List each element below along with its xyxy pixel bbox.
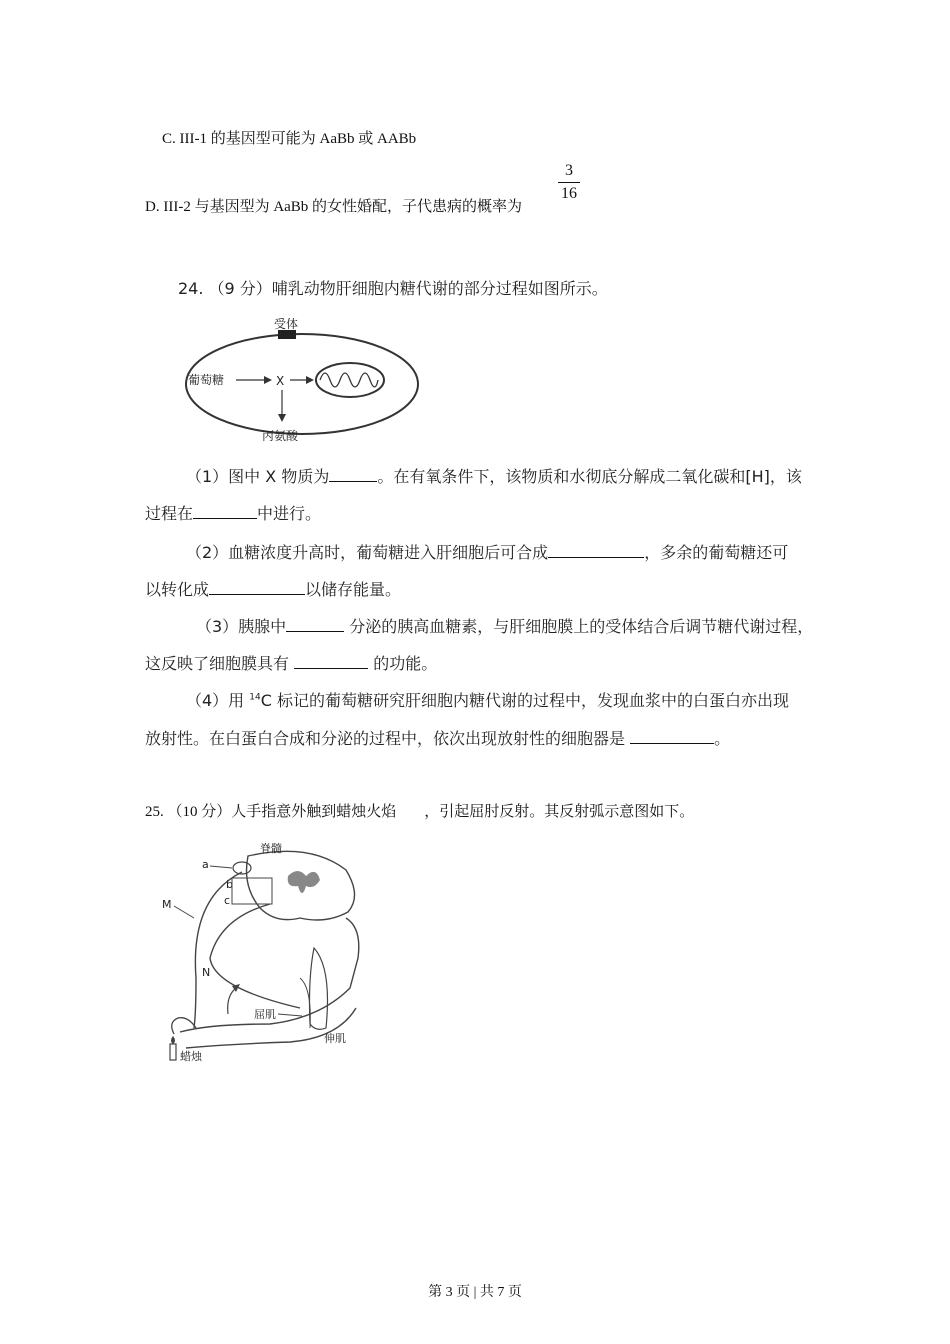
label-a: a (202, 858, 209, 871)
q24-part4-line1: （4）用 $^{14}$C 标记的葡萄糖研究肝细胞内糖代谢的过程中，发现血浆中的白蛋白亦出现 (186, 691, 789, 710)
page-footer: 第 3 页 | 共 7 页 (428, 1285, 522, 1300)
flexor-label: 屈肌 (254, 1008, 276, 1021)
blank-membrane-function[interactable] (294, 654, 368, 669)
liver-cell-diagram (178, 318, 438, 446)
receptor-label: 受体 (274, 318, 299, 331)
alanine-label: 丙氨酸 (262, 429, 299, 443)
blank-x-substance[interactable] (329, 467, 377, 482)
fraction-numerator: 3 (565, 162, 573, 179)
fraction-denominator: 16 (561, 185, 577, 202)
label-n: N (202, 966, 211, 979)
candle-shape (170, 1044, 176, 1060)
option-d: D. III-2 与基因型为 AaBb 的女性婚配，子代患病的概率为 (145, 199, 523, 215)
label-c: c (224, 894, 231, 907)
probability-fraction (558, 162, 580, 203)
candle-label: 蜡烛 (180, 1050, 202, 1063)
blank-location[interactable] (193, 504, 257, 519)
q24-part3-line1: （3）胰腺中 分泌的胰高血糖素，与肝细胞膜上的受体结合后调节糖代谢过程， (196, 617, 814, 636)
q25-title: 25. （10 分）人手指意外触到蜡烛火焰 ，引起屈肘反射。其反射弧示意图如下。 (145, 804, 695, 820)
q24-part1-line2: 过程在 中进行。 (145, 504, 322, 523)
afferent-nerve (194, 872, 242, 1028)
q24-part2-line2: 以转化成 以储存能量。 (145, 580, 402, 599)
reflex-arc-diagram (150, 838, 365, 1070)
q24-part3-line2: 这反映了细胞膜具有 的功能。 (145, 654, 438, 673)
extensor-muscle-shape (310, 948, 328, 1029)
q24-part4-line2: 放射性。在白蛋白合成和分泌的过程中，依次出现放射性的细胞器是 。 (145, 729, 731, 748)
blank-storage-form[interactable] (209, 580, 305, 595)
q24-part1-line1: （1）图中 X 物质为 。在有氧条件下，该物质和水彻底分解成二氧化碳和[H]，该 (186, 467, 802, 486)
flex-direction-arrow (228, 988, 236, 1014)
x-label: X (276, 374, 285, 388)
q24-title: 24. （9 分）哺乳动物肝细胞内糖代谢的部分过程如图所示。 (178, 279, 608, 298)
option-c: C. III-1 的基因型可能为 AaBb 或 AABb (162, 131, 417, 147)
blank-organelles[interactable] (630, 729, 714, 744)
grey-matter (288, 871, 320, 893)
extensor-label: 伸肌 (324, 1032, 346, 1045)
glucose-label: 葡萄糖 (188, 373, 225, 387)
receptor-shape (278, 330, 296, 339)
spinal-cord-label: 脊髓 (260, 842, 282, 855)
q24-part2-line1: （2）血糖浓度升高时，葡萄糖进入肝细胞后可合成 ，多余的葡萄糖还可 (186, 543, 789, 562)
label-m: M (162, 898, 172, 911)
blank-synthesis-product[interactable] (548, 543, 644, 558)
label-b: b (226, 878, 233, 891)
blank-pancreas-cell[interactable] (286, 617, 344, 632)
